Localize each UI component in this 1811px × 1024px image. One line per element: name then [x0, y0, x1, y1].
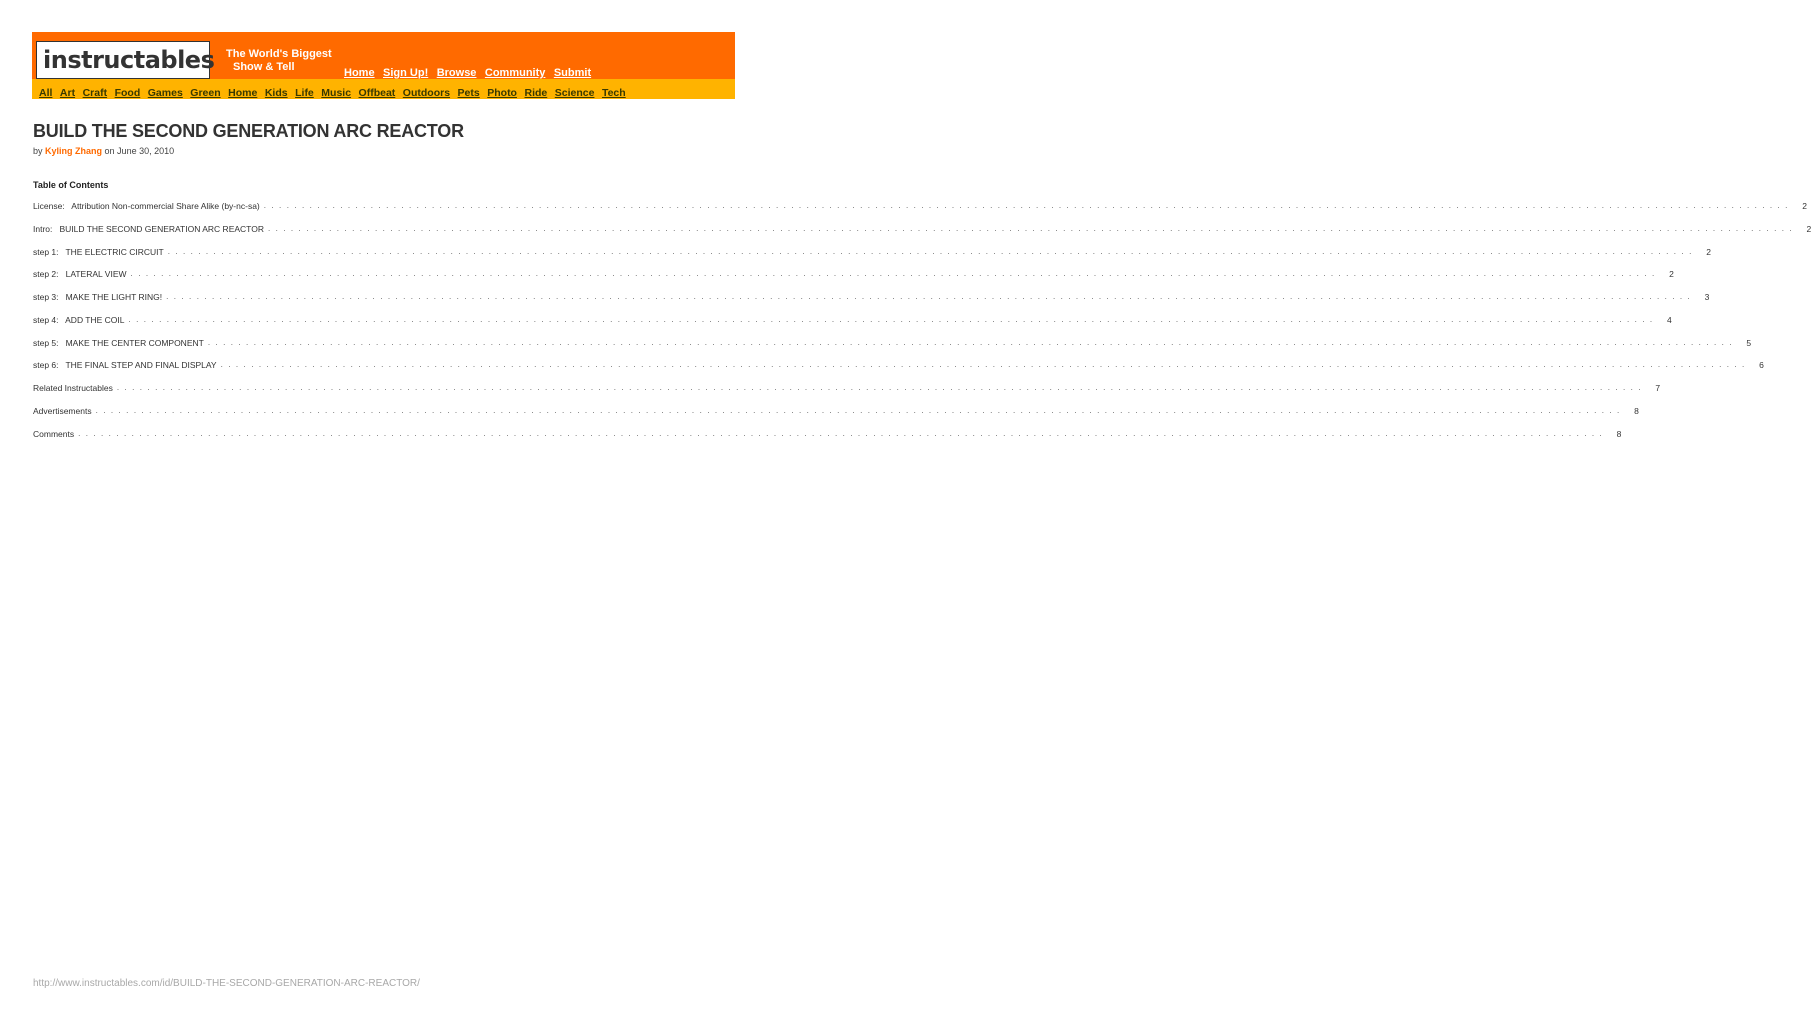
toc-dot-leader: . . . . . . . . . . . . . . . . . . . . . . . . . . . . . . . . . . . . . . . . . . . . . . . . . . . . . . . . . . . . . . . . . . . . . . . . . . . . . . . . . . . . . . . . . . . . . . . . . . . . . . . . . . . . . . . . . . . . . . . . . . . . . . . . . . . . . . . . . . . . . . . . . . . . . . . . . . . . . . . . . . . . . . . . . . . . . . . . . . . . . . . . . . . . . . . . . . . . . . . .	[130, 269, 1656, 279]
toc-entry-label: Related Instructables	[33, 382, 117, 394]
article-byline	[33, 146, 174, 156]
category-link-craft[interactable]: Craft	[82, 87, 108, 99]
category-link-games[interactable]: Games	[147, 87, 183, 99]
site-tagline	[226, 48, 332, 74]
toc-entry-label: step 2: LATERAL VIEW	[33, 268, 131, 280]
toc-heading: Table of Contents	[33, 180, 109, 190]
publish-date: on June 30, 2010	[104, 146, 175, 156]
nav-link-submit[interactable]: Submit	[553, 67, 592, 79]
category-link-all[interactable]: All	[39, 87, 53, 99]
toc-entry[interactable]	[33, 337, 1752, 360]
toc-entry-label: step 5: MAKE THE CENTER COMPONENT	[33, 337, 208, 349]
toc-entry-page-number: 2	[1669, 269, 1674, 280]
toc-entry-page-number: 2	[1802, 201, 1808, 211]
category-link-green[interactable]: Green	[190, 87, 221, 99]
nav-link-community[interactable]: Community	[484, 67, 546, 79]
category-link-offbeat[interactable]: Offbeat	[358, 87, 396, 99]
byline-prefix: by	[33, 146, 43, 156]
toc-dot-leader: . . . . . . . . . . . . . . . . . . . . . . . . . . . . . . . . . . . . . . . . . . . . . . . . . . . . . . . . . . . . . . . . . . . . . . . . . . . . . . . . . . . . . . . . . . . . . . . . . . . . . . . . . . . . . . . . . . . . . . . . . . . . . . . . . . . . . . . . . . . . . . . . . . . . . . . . . . . . . . . . . . . . . . . . . . . . . . . . . . . . . . . . . . . . . . . . . . . . . . . .	[116, 383, 1643, 392]
nav-link-browse[interactable]: Browse	[436, 67, 477, 79]
toc-entry-label: step 6: THE FINAL STEP AND FINAL DISPLAY	[33, 359, 221, 371]
table-of-contents	[33, 200, 1811, 450]
toc-dot-leader: . . . . . . . . . . . . . . . . . . . . . . . . . . . . . . . . . . . . . . . . . . . . . . . . . . . . . . . . . . . . . . . . . . . . . . . . . . . . . . . . . . . . . . . . . . . . . . . . . . . . . . . . . . . . . . . . . . . . . . . . . . . . . . . . . . . . . . . . . . . . . . . . . . . . . . . . . . . . . . . . . . . . . . . . . . . . . . . . . . . . . . . . . . . . . . . . . . . . . . . .	[128, 314, 1654, 324]
tagline-line-2: Show & Tell	[233, 61, 295, 73]
category-link-pets[interactable]: Pets	[457, 87, 480, 99]
toc-entry-page-number: 7	[1655, 383, 1661, 393]
toc-entry[interactable]	[33, 200, 1808, 223]
category-link-music[interactable]: Music	[321, 87, 352, 99]
toc-dot-leader: . . . . . . . . . . . . . . . . . . . . . . . . . . . . . . . . . . . . . . . . . . . . . . . . . . . . . . . . . . . . . . . . . . . . . . . . . . . . . . . . . . . . . . . . . . . . . . . . . . . . . . . . . . . . . . . . . . . . . . . . . . . . . . . . . . . . . . . . . . . . . . . . . . . . . . . . . . . . . . . . . . . . . . . . . . . . . . . . . . . . . . . . . . . . . . . . . . . . . . . .	[167, 246, 1693, 256]
nav-link-home[interactable]: Home	[344, 67, 375, 79]
category-link-home[interactable]: Home	[228, 87, 258, 99]
toc-entry[interactable]	[33, 359, 1764, 382]
toc-entry[interactable]	[33, 246, 1711, 269]
toc-entry[interactable]	[33, 382, 1661, 405]
category-link-life[interactable]: Life	[295, 87, 314, 99]
toc-entry-label: Intro: BUILD THE SECOND GENERATION ARC REACTOR	[33, 223, 268, 235]
logo-text: instructables	[43, 46, 215, 74]
toc-entry[interactable]	[33, 223, 1811, 246]
category-link-outdoors[interactable]: Outdoors	[402, 87, 451, 99]
toc-entry-label: Comments	[33, 428, 78, 440]
toc-dot-leader: . . . . . . . . . . . . . . . . . . . . . . . . . . . . . . . . . . . . . . . . . . . . . . . . . . . . . . . . . . . . . . . . . . . . . . . . . . . . . . . . . . . . . . . . . . . . . . . . . . . . . . . . . . . . . . . . . . . . . . . . . . . . . . . . . . . . . . . . . . . . . . . . . . . . . . . . . . . . . . . . . . . . . . . . . . . . . . . . . . . . . . . . . . . . . . . . . . . . . . . .	[166, 292, 1692, 301]
author-link[interactable]: Kyling Zhang	[45, 146, 103, 156]
toc-dot-leader: . . . . . . . . . . . . . . . . . . . . . . . . . . . . . . . . . . . . . . . . . . . . . . . . . . . . . . . . . . . . . . . . . . . . . . . . . . . . . . . . . . . . . . . . . . . . . . . . . . . . . . . . . . . . . . . . . . . . . . . . . . . . . . . . . . . . . . . . . . . . . . . . . . . . . . . . . . . . . . . . . . . . . . . . . . . . . . . . . . . . . . . . . . . . . . . . . . . . . . . .	[267, 223, 1794, 233]
toc-entry-page-number: 6	[1759, 360, 1764, 371]
category-link-food[interactable]: Food	[114, 87, 141, 99]
category-link-art[interactable]: Art	[59, 87, 76, 99]
toc-entry-label: step 4: ADD THE COIL	[33, 314, 129, 326]
tagline-line-1: The World's Biggest	[226, 48, 332, 60]
toc-entry-label: step 1: THE ELECTRIC CIRCUIT	[33, 246, 168, 258]
category-link-ride[interactable]: Ride	[524, 87, 548, 99]
toc-entry-label: License: Attribution Non-commercial Share Alike (by-nc-sa)	[33, 200, 264, 212]
toc-entry-page-number: 2	[1806, 223, 1811, 234]
category-links	[39, 83, 633, 101]
toc-entry[interactable]	[33, 428, 1622, 451]
category-link-tech[interactable]: Tech	[601, 87, 626, 99]
article-title: BUILD THE SECOND GENERATION ARC REACTOR	[33, 121, 464, 141]
toc-entry-page-number: 8	[1616, 428, 1622, 439]
toc-dot-leader: . . . . . . . . . . . . . . . . . . . . . . . . . . . . . . . . . . . . . . . . . . . . . . . . . . . . . . . . . . . . . . . . . . . . . . . . . . . . . . . . . . . . . . . . . . . . . . . . . . . . . . . . . . . . . . . . . . . . . . . . . . . . . . . . . . . . . . . . . . . . . . . . . . . . . . . . . . . . . . . . . . . . . . . . . . . . . . . . . . . . . . . . . . . . . . . . . . . . . . . .	[263, 201, 1790, 210]
toc-entry-page-number: 4	[1667, 314, 1672, 325]
nav-link-sign-up[interactable]: Sign Up!	[383, 67, 429, 79]
toc-entry[interactable]	[33, 314, 1672, 337]
category-navigation	[32, 79, 735, 99]
footer-url[interactable]: http://www.instructables.com/id/BUILD-THE-SECOND-GENERATION-ARC-REACTOR/	[33, 978, 420, 989]
site-logo[interactable]	[36, 41, 215, 79]
toc-entry-page-number: 8	[1634, 405, 1639, 416]
toc-entry[interactable]	[33, 291, 1710, 314]
toc-dot-leader: . . . . . . . . . . . . . . . . . . . . . . . . . . . . . . . . . . . . . . . . . . . . . . . . . . . . . . . . . . . . . . . . . . . . . . . . . . . . . . . . . . . . . . . . . . . . . . . . . . . . . . . . . . . . . . . . . . . . . . . . . . . . . . . . . . . . . . . . . . . . . . . . . . . . . . . . . . . . . . . . . . . . . . . . . . . . . . . . . . . . . . . . . . . . . . . . . . . . . . . .	[95, 405, 1621, 415]
category-link-science[interactable]: Science	[554, 87, 595, 99]
toc-entry-page-number: 3	[1704, 292, 1710, 302]
toc-entry-label: step 3: MAKE THE LIGHT RING!	[33, 291, 166, 303]
category-link-kids[interactable]: Kids	[264, 87, 288, 99]
toc-entry-page-number: 2	[1706, 246, 1711, 257]
toc-dot-leader: . . . . . . . . . . . . . . . . . . . . . . . . . . . . . . . . . . . . . . . . . . . . . . . . . . . . . . . . . . . . . . . . . . . . . . . . . . . . . . . . . . . . . . . . . . . . . . . . . . . . . . . . . . . . . . . . . . . . . . . . . . . . . . . . . . . . . . . . . . . . . . . . . . . . . . . . . . . . . . . . . . . . . . . . . . . . . . . . . . . . . . . . . . . . . . . . . . . . . . . .	[78, 428, 1604, 438]
toc-dot-leader: . . . . . . . . . . . . . . . . . . . . . . . . . . . . . . . . . . . . . . . . . . . . . . . . . . . . . . . . . . . . . . . . . . . . . . . . . . . . . . . . . . . . . . . . . . . . . . . . . . . . . . . . . . . . . . . . . . . . . . . . . . . . . . . . . . . . . . . . . . . . . . . . . . . . . . . . . . . . . . . . . . . . . . . . . . . . . . . . . . . . . . . . . . . . . . . . . . . . . . . .	[220, 360, 1746, 370]
toc-entry[interactable]	[33, 405, 1639, 428]
toc-entry-label: Advertisements	[33, 405, 96, 417]
toc-dot-leader: . . . . . . . . . . . . . . . . . . . . . . . . . . . . . . . . . . . . . . . . . . . . . . . . . . . . . . . . . . . . . . . . . . . . . . . . . . . . . . . . . . . . . . . . . . . . . . . . . . . . . . . . . . . . . . . . . . . . . . . . . . . . . . . . . . . . . . . . . . . . . . . . . . . . . . . . . . . . . . . . . . . . . . . . . . . . . . . . . . . . . . . . . . . . . . . . . . . . . . . .	[207, 337, 1734, 347]
category-link-photo[interactable]: Photo	[487, 87, 517, 99]
toc-entry[interactable]	[33, 268, 1674, 291]
toc-entry-page-number: 5	[1746, 337, 1752, 348]
